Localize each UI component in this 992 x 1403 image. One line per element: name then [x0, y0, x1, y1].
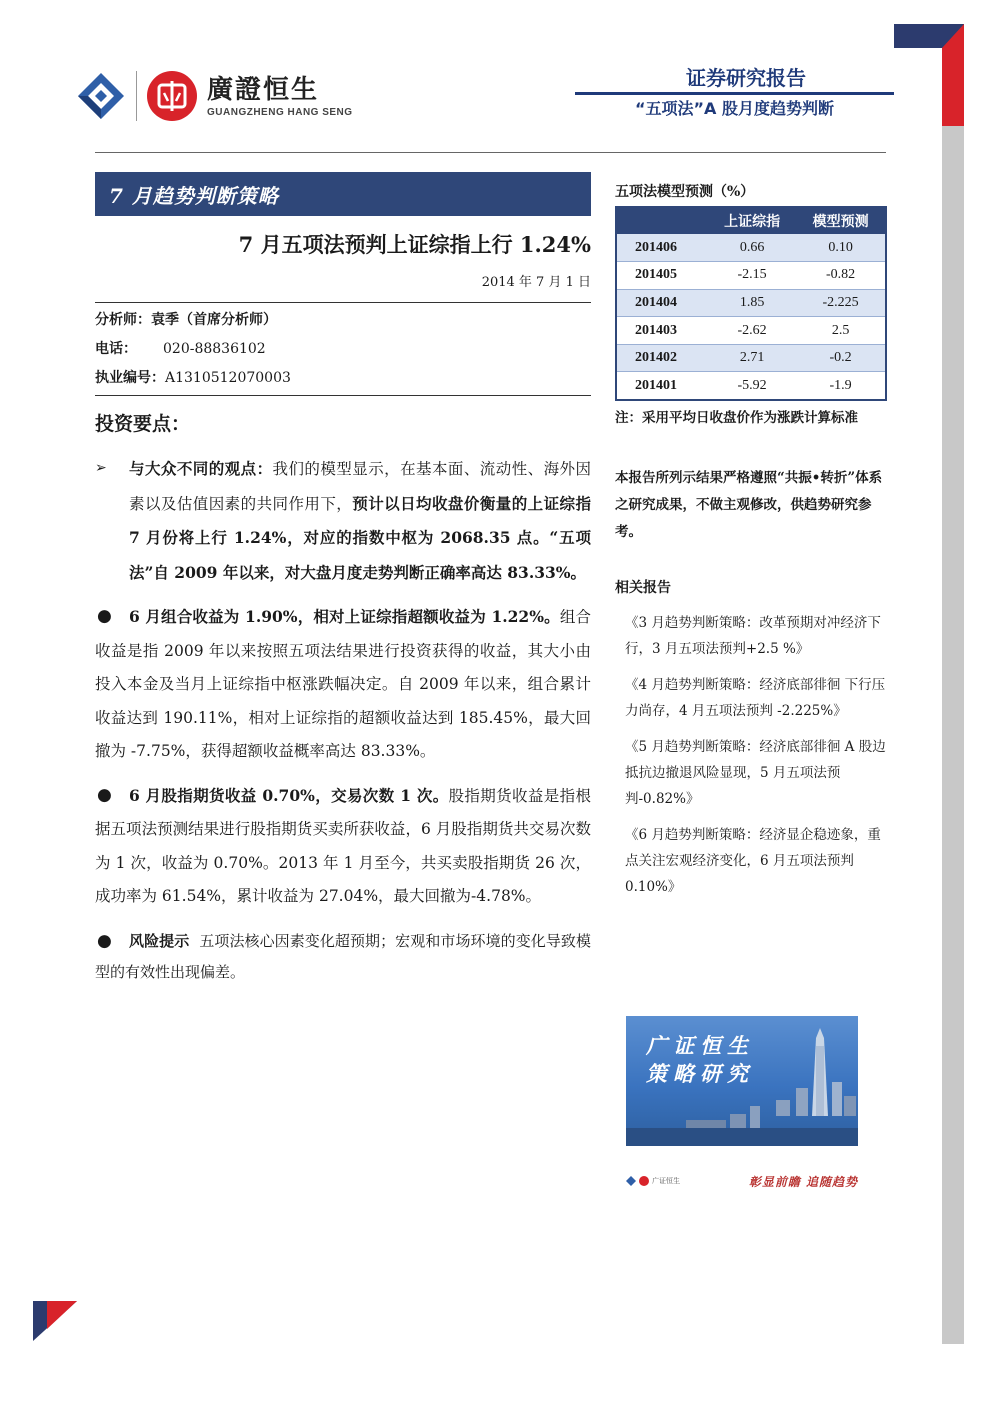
table-header-model: 模型预测: [796, 207, 886, 234]
table-header-period: [616, 207, 708, 234]
header-underline: [575, 92, 894, 95]
forecast-table-title: 五项法模型预测（%）: [615, 184, 755, 200]
model-cell: -0.2: [796, 344, 886, 372]
license-row: [95, 364, 591, 393]
key-point-text: 组合收益是指 2009 年以来按照五项法结果进行投资获得的收益，其大小由投入本金及当月上证综指中枢涨跌幅决定。自 2009 年以来，组合累计收益达到 190.11%，相对上证综指的超额收益达到 185.45%，最大回撤为 -7.75%，获得超额收益概率高达 83.33%。: [95, 608, 591, 760]
logo-separator: [136, 71, 137, 121]
diamond-logo-icon: [626, 1176, 636, 1186]
section-title: 投资要点：: [95, 413, 191, 435]
model-cell: 0.10: [796, 234, 886, 262]
model-cell: -1.9: [796, 372, 886, 400]
table-row: [616, 262, 886, 290]
key-point-1: [95, 452, 591, 590]
related-report-link[interactable]: 《5 月趋势判断策略：经济底部徘徊 A 股边抵抗边撤退风险显现，5 月五项法预判-0.82%》: [625, 738, 886, 807]
table-row: [616, 344, 886, 372]
key-point-text: 我们的模型显示，在基本面、流动性、海外因素以及估值因素的共同作用下，: [129, 460, 591, 513]
divider: [95, 302, 591, 303]
period-cell: 201405: [616, 262, 708, 290]
table-row: [616, 289, 886, 317]
risk-label: 风险提示: [129, 931, 190, 950]
sidebar: [615, 180, 887, 900]
footer-slogan: 彰显前瞻 追随趋势: [748, 1174, 858, 1189]
risk-text: 五项法核心因素变化超预期；宏观和市场环境的变化导致模型的有效性出现偏差。: [95, 931, 591, 981]
analyst-label: 分析师：: [95, 312, 151, 328]
key-point-highlight: 6 月股指期货收益 0.70%，交易次数 1 次。: [129, 785, 449, 805]
diamond-logo-icon: [76, 71, 126, 121]
company-logo: [76, 68, 353, 124]
key-point-3: [95, 779, 591, 914]
promo-image: [626, 1016, 858, 1146]
key-point-2: [95, 600, 591, 769]
forecast-table: [615, 206, 887, 401]
license-label: 执业编号：: [95, 370, 165, 386]
logo-chinese-name: 廣證恒生: [207, 74, 320, 105]
analyst-name: 袁季（首席分析师）: [151, 312, 277, 328]
key-point-highlight: 预计以日均收盘价衡量的上证综指 7 月份将上行 1.24%，对应的指数中枢为 2068.35 点。“五项法”自 2009 年以来，对大盘月度走势判断正确率高达 83.33%。: [129, 493, 591, 582]
seal-logo-icon: [639, 1176, 649, 1186]
arrow-bullet-icon: ➢: [95, 460, 107, 476]
phone-row: [95, 335, 591, 364]
model-cell: -2.225: [796, 289, 886, 317]
page-title: 7 月五项法预判上证综指上行 1.24%: [238, 232, 591, 257]
analyst-info: [95, 306, 591, 393]
phone-number: 020-88836102: [163, 341, 266, 357]
divider: [95, 395, 591, 396]
logo-english-name: GUANGZHENG HANG SENG: [207, 106, 353, 118]
license-number: A1310512070003: [165, 370, 291, 386]
report-type: 证券研究报告: [686, 66, 806, 90]
seal-logo-icon: [147, 71, 197, 121]
strategy-banner: 7 月趋势判断策略: [95, 172, 591, 216]
table-note: 注：采用平均日收盘价作为涨跌计算标准: [615, 409, 858, 426]
actual-cell: -5.92: [708, 372, 796, 400]
header-divider: [95, 152, 886, 153]
corner-decoration-red: [942, 48, 964, 126]
model-cell: 2.5: [796, 317, 886, 345]
analyst-row: [95, 306, 591, 335]
key-point-highlight: 6 月组合收益为 1.90%，相对上证综指超额收益为 1.22%。: [129, 607, 560, 626]
actual-cell: 2.71: [708, 344, 796, 372]
dot-bullet-icon: ●: [97, 606, 112, 626]
period-cell: 201406: [616, 234, 708, 262]
period-cell: 201404: [616, 289, 708, 317]
corner-decoration-bottom-red: [47, 1301, 77, 1329]
related-reports-title: 相关报告: [615, 579, 671, 596]
risk-warning: [95, 926, 591, 988]
period-cell: 201403: [616, 317, 708, 345]
report-series: “五项法”A 股月度趋势判断: [635, 99, 834, 118]
period-cell: 201402: [616, 344, 708, 372]
key-point-text: 股指期货收益是指根据五项法预测结果进行股指期货买卖所获收益，6 月股指期货共交易次数为 1 次，收益为 0.70%。2013 年 1 月至今，共买卖股指期货 26 次，成功率为 61.54%，累计收益为 27.04%，最大回撤为-4.78%。: [95, 786, 591, 905]
table-row: [616, 234, 886, 262]
related-report-link[interactable]: 《4 月趋势判断策略：经济底部徘徊 下行压力尚存，4 月五项法预判 -2.225%》: [625, 676, 886, 719]
table-row: [616, 372, 886, 400]
promo-line-1: 广证恒生: [646, 1033, 754, 1058]
promo-line-2: 策略研究: [646, 1061, 754, 1086]
disclaimer: 本报告所列示结果严格遵照“共振•转折”体系之研究成果，不做主观修改，供趋势研究参考。: [615, 469, 883, 540]
page-side-bar: [942, 126, 964, 1344]
report-date: 2014 年 7 月 1 日: [481, 275, 591, 290]
actual-cell: 0.66: [708, 234, 796, 262]
table-header-actual: 上证综指: [708, 207, 796, 234]
phone-label: 电话：: [95, 341, 137, 357]
actual-cell: 1.85: [708, 289, 796, 317]
promo-footer: [626, 1170, 858, 1192]
related-report-link[interactable]: 《6 月趋势判断策略：经济显企稳迹象，重点关注宏观经济变化，6 月五项法预判 0.10%》: [625, 826, 881, 895]
model-cell: -0.82: [796, 262, 886, 290]
city-skyline-icon: [626, 1016, 858, 1146]
footer-logo: [626, 1176, 680, 1186]
dot-bullet-icon: ●: [97, 930, 112, 951]
dot-bullet-icon: ●: [97, 784, 112, 805]
table-row: [616, 317, 886, 345]
key-point-lead: 与大众不同的观点：: [129, 459, 273, 478]
period-cell: 201401: [616, 372, 708, 400]
actual-cell: -2.15: [708, 262, 796, 290]
table-header-row: [616, 207, 886, 234]
main-column: [95, 172, 591, 988]
footer-logo-text: 广证恒生: [652, 1177, 680, 1185]
corner-decoration-red-triangle: [942, 24, 964, 48]
actual-cell: -2.62: [708, 317, 796, 345]
related-report-link[interactable]: 《3 月趋势判断策略：改革预期对冲经济下行，3 月五项法预判+2.5 %》: [625, 614, 881, 657]
